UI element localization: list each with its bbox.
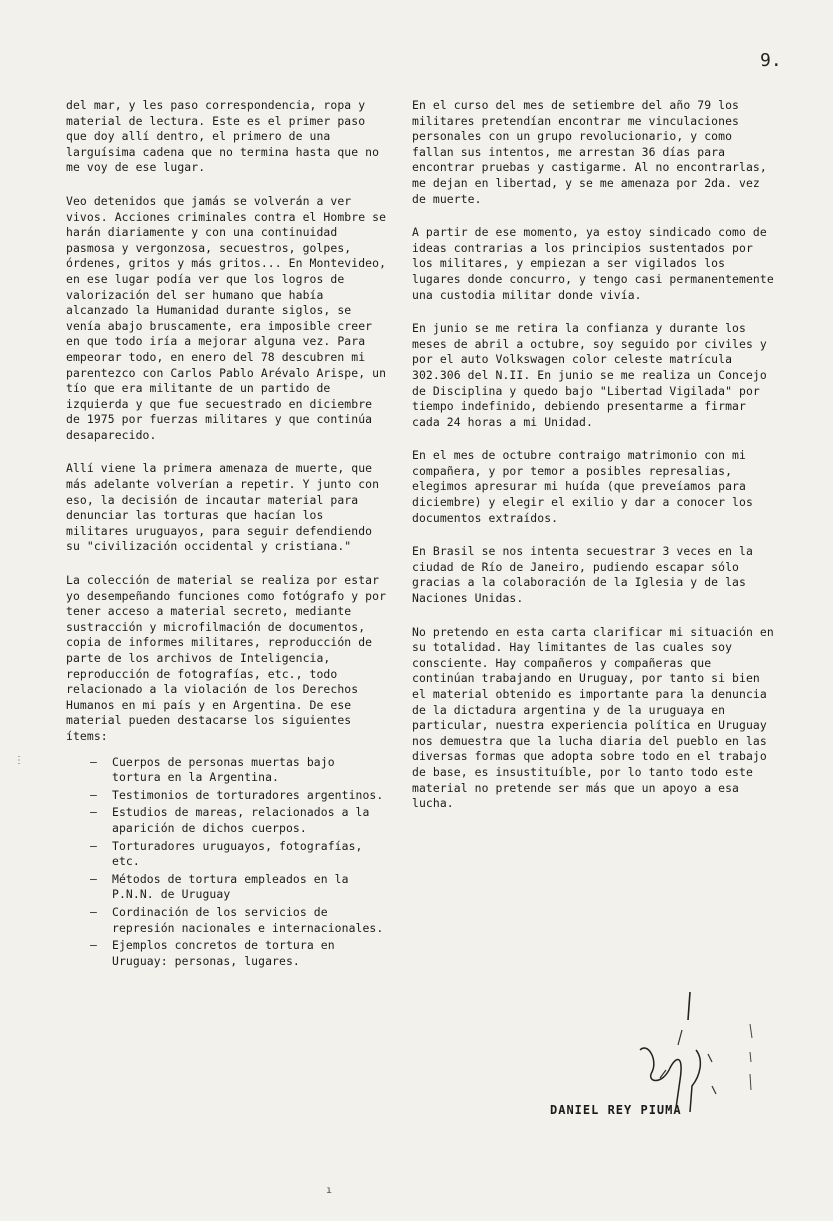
signature-name: DANIEL REY PIUMA — [550, 1103, 682, 1117]
margin-mark: ⋮ — [14, 755, 24, 766]
handwritten-signature — [600, 990, 760, 1115]
items-list — [66, 755, 388, 970]
list-item: – Cuerpos de personas muertas bajo tortura en la Argentina. — [66, 755, 388, 786]
page-number: 9. — [760, 50, 782, 71]
list-item: – Cordinación de los servicios de represión nacionales e internacionales. — [66, 905, 388, 936]
left-column — [66, 98, 388, 971]
signature-block — [540, 990, 770, 1130]
right-paragraph-2: A partir de ese momento, ya estoy sindicado como de ideas contrarias a los principios sustentados por los militares, y empiezan a ser vigilados los lugares donde concurro, y tengo casi permanentemente una custodia militar donde vivía. — [412, 225, 774, 302]
left-paragraph-2: Veo detenidos que jamás se volverán a ver vivos. Acciones criminales contra el Hombre se harán diariamente y con una continuidad pasmosa y vergonzosa, secuestros, golpes, órdenes, gritos y más gritos... En Montevideo, en ese lugar podía ver que los logros de valorización del ser humano que había alcanzado la Humanidad durante siglos, se venía abajo bruscamente, era imposible creer en que todo iría a mejorar alguna vez. Para empeorar todo, en enero del 78 descubren mi parentezco con Carlos Pablo Arévalo Arispe, un tío que era militante de un partido de izquierda y que fue secuestrado en diciembre de 1975 por fuerzas militares y que continúa desaparecido. — [66, 193, 387, 442]
list-item: – Testimonios de torturadores argentinos. — [66, 788, 388, 804]
right-paragraph-4: En el mes de octubre contraigo matrimonio con mi compañera, y por temor a posibles represalias, elegimos apresurar mi huída (que preveíamos para diciembre) y elegir el exilio y dar a conocer los documentos extraídos. — [412, 448, 753, 525]
right-paragraph-3: En junio se me retira la confianza y durante los meses de abril a octubre, soy seguido por civiles y por el auto Volkswagen color celeste matrícula 302.306 del N.II. En junio se me realiza un Concejo de Disciplina y quedo bajo "Libertad Vigilada" por tiempo indefinido, debiendo presentarme a firmar cada 24 horas a mi Unidad. — [412, 321, 767, 429]
left-paragraph-1: del mar, y les paso correspondencia, ropa y material de lectura. Este es el primer paso que doy allí dentro, el primero de una larguísima cadena que no termina hasta que no me voy de ese lugar. — [66, 98, 380, 175]
left-paragraph-4: La colección de material se realiza por estar yo desempeñando funciones como fotógrafo y por tener acceso a material secreto, mediante sustracción y microfilmación de documentos, copia de informes militares, reproducción de parte de los archivos de Inteligencia, reproducción de fotografías, etc., todo relacionado a la violación de los Derechos Humanos en mi país y en Argentina. De ese material pueden destacarse los siguientes ítems: — [66, 573, 387, 743]
right-paragraph-1: En el curso del mes de setiembre del año 79 los militares pretendían encontrar me vinculaciones personales con un grupo revolucionario, y como fallan sus intentos, me arrestan 36 días para encontrar pruebas y castigarme. Al no encontrarlas, me dejan en libertad, y se me amenaza por 2da. vez de muerte. — [412, 98, 767, 206]
right-column — [412, 98, 776, 830]
left-paragraph-3: Allí viene la primera amenaza de muerte, que más adelante volverían a repetir. Y junto con eso, la decisión de incautar material para denunciar las torturas que hacían los militares uruguayos, para seguir defendiendo su "civilización occidental y cristiana." — [66, 461, 380, 554]
list-item: – Ejemplos concretos de tortura en Uruguay: personas, lugares. — [66, 938, 388, 969]
right-paragraph-6: No pretendo en esta carta clarificar mi situación en su totalidad. Hay limitantes de las cuales soy consciente. Hay compañeros y compañeras que continúan trabajando en Uruguay, por tanto si bien el material obtenido es importante para la denuncia de la dictadura argentina y de la uruguaya en particular, nuestra experiencia política en Uruguay nos demuestra que la lucha diaria del pueblo en las diversas formas que adopta sobre todo en el trabajo de base, es insustituíble, por lo tanto todo este material no pretende ser más que un apoyo a esa lucha. — [412, 624, 774, 811]
bottom-mark: ı — [326, 1185, 333, 1196]
list-item: – Estudios de mareas, relacionados a la aparición de dichos cuerpos. — [66, 805, 388, 836]
right-paragraph-5: En Brasil se nos intenta secuestrar 3 veces en la ciudad de Río de Janeiro, pudiendo escapar sólo gracias a la colaboración de la Iglesia y de las Naciones Unidas. — [412, 544, 753, 606]
list-item: – Métodos de tortura empleados en la P.N.N. de Uruguay — [66, 872, 388, 903]
list-item: – Torturadores uruguayos, fotografías, etc. — [66, 839, 388, 870]
